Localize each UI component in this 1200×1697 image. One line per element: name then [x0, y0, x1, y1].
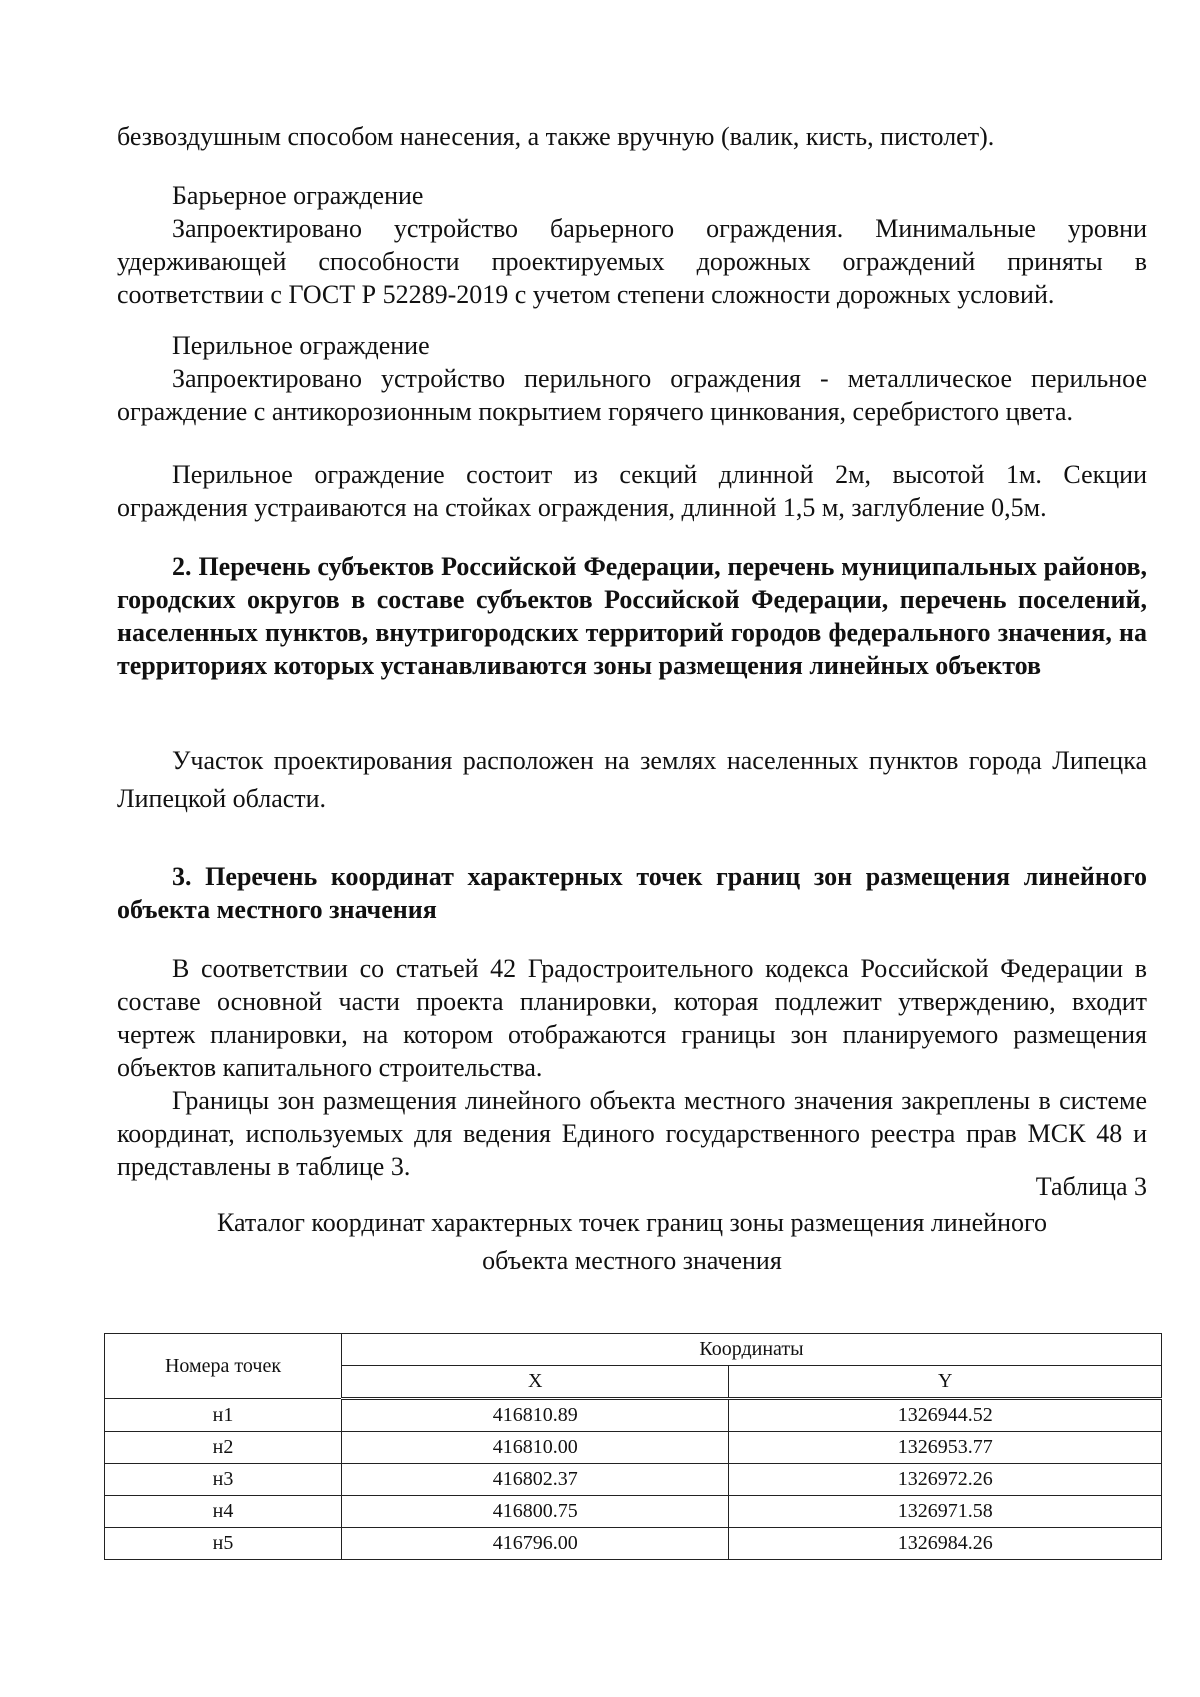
- section-2-heading: 2. Перечень субъектов Российской Федерации, перечень муниципальных районов, городских округов в составе субъектов Российской Федерации, перечень поселений, населенных пунктов, внутригородских территорий городов федерального значения, на территориях которых устанавливаются зоны размещения линейных объектов: [117, 552, 1147, 680]
- section-3-paragraph-1: В соответствии со статьей 42 Градостроительного кодекса Российской Федерации в составе основной части проекта планировки, которая подлежит утверждению, входит чертеж планировки, на котором отображаются границы зон планируемого размещения объектов капитального строительства.: [117, 954, 1147, 1082]
- x-cell: 416802.37: [342, 1464, 729, 1496]
- barrier-title: Барьерное ограждение: [172, 181, 424, 210]
- header-coordinates: Координаты: [342, 1334, 1162, 1366]
- point-cell: н3: [105, 1464, 342, 1496]
- point-cell: н5: [105, 1528, 342, 1560]
- table-row: [105, 1528, 1162, 1560]
- y-cell: 1326984.26: [729, 1528, 1162, 1560]
- table-caption-line-2: объекта местного значения: [482, 1246, 782, 1275]
- railing-title: Перильное ограждение: [172, 331, 430, 360]
- section-3-paragraph-2: Границы зон размещения линейного объекта местного значения закреплены в системе координат, используемых для ведения Единого государственного реестра прав МСК 48 и представлены в таблице 3.: [117, 1086, 1147, 1181]
- point-cell: н1: [105, 1399, 342, 1432]
- header-x: X: [342, 1366, 729, 1399]
- coordinates-table: [104, 1333, 1162, 1560]
- section-3-heading: 3. Перечень координат характерных точек границ зон размещения линейного объекта местного значения: [117, 862, 1147, 924]
- point-cell: н4: [105, 1496, 342, 1528]
- table-caption-line-1: Каталог координат характерных точек границ зоны размещения линейного: [216, 1208, 1048, 1237]
- point-cell: н2: [105, 1432, 342, 1464]
- table-row: [105, 1464, 1162, 1496]
- railing-sections-paragraph: Перильное ограждение состоит из секций длинной 2м, высотой 1м. Секции ограждения устраиваются на стойках ограждения, длинной 1,5 м, заглубление 0,5м.: [117, 460, 1147, 522]
- x-cell: 416796.00: [342, 1528, 729, 1560]
- barrier-paragraph: Запроектировано устройство барьерного ограждения. Минимальные уровни удерживающей способности проектируемых дорожных ограждений приняты в соответствии с ГОСТ Р 52289-2019 с учетом степени сложности дорожных условий.: [117, 214, 1147, 309]
- table-row: [105, 1496, 1162, 1528]
- y-cell: 1326944.52: [729, 1399, 1162, 1432]
- paragraph-continuation: безвоздушным способом нанесения, а также вручную (валик, кисть, пистолет).: [117, 122, 995, 151]
- table-header-row: [105, 1334, 1162, 1366]
- railing-paragraph: Запроектировано устройство перильного ограждения - металлическое перильное ограждение с антикорозионным покрытием горячего цинкования, серебристого цвета.: [117, 364, 1147, 426]
- x-cell: 416800.75: [342, 1496, 729, 1528]
- table-row: [105, 1399, 1162, 1432]
- y-cell: 1326972.26: [729, 1464, 1162, 1496]
- table-row: [105, 1432, 1162, 1464]
- y-cell: 1326953.77: [729, 1432, 1162, 1464]
- x-cell: 416810.00: [342, 1432, 729, 1464]
- x-cell: 416810.89: [342, 1399, 729, 1432]
- header-y: Y: [729, 1366, 1162, 1399]
- section-2-paragraph: Участок проектирования расположен на землях населенных пунктов города Липецка Липецкой области.: [117, 746, 1147, 813]
- table-label: Таблица 3: [1035, 1172, 1147, 1201]
- y-cell: 1326971.58: [729, 1496, 1162, 1528]
- header-points: Номера точек: [105, 1334, 342, 1399]
